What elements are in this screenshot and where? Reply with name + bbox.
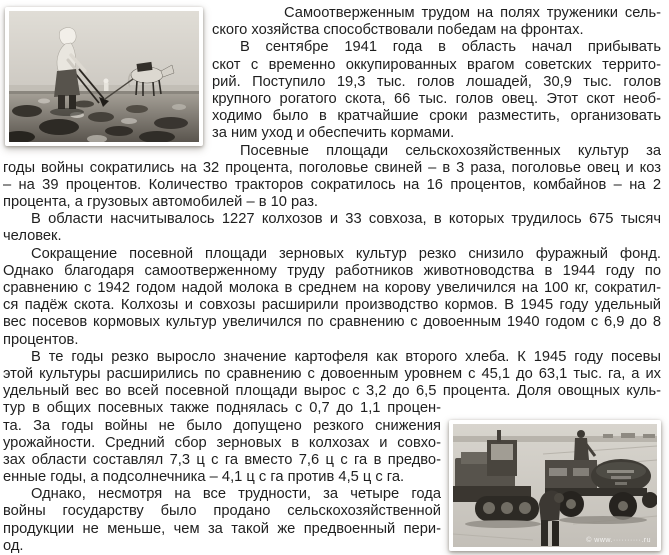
- plowing-field-photo: [5, 7, 203, 146]
- text-line: годы войны сократились на 32 процента, поголовье свиней – в 3 раза, поголовье овец и коз: [3, 159, 661, 176]
- photo-frame: [5, 7, 203, 146]
- photo-frame: [449, 420, 661, 551]
- text-line: войны государству было продано сельскохозяйственной: [3, 503, 441, 520]
- tractor-truck-photo: [449, 420, 661, 551]
- text-line: ского хозяйства способствовали победам на фронтах.: [212, 22, 584, 39]
- text-line: енные годы, а подсолнечника – 4,1 ц с га против 4,5 ц с га.: [3, 469, 405, 486]
- text-line: ся падёж скота. Колхозы и совхозы расширили производство кормов. В 1945 году удельный: [3, 297, 661, 314]
- machinery-photo-art: [453, 424, 657, 547]
- text-line: за ним уход и обеспечить кормами.: [212, 125, 455, 142]
- text-line: та. За годы войны не было допущено резкого снижения: [3, 417, 441, 434]
- text-line: человек.: [3, 228, 62, 245]
- text-line: продукции не меньше, чем за такой же предвоенный пери-: [3, 520, 441, 537]
- plowing-photo-art: [9, 11, 199, 142]
- text-line: процентов.: [3, 331, 79, 348]
- text-line: Сокращение посевной площади зерновых культур резко снизило фуражный фонд.: [31, 245, 661, 262]
- text-line: В те годы резко выросло значение картофеля как второго хлеба. К 1945 году посевы: [31, 348, 661, 365]
- text-line: удельный вес во всей посевной площади вырос с 3,2 до 6,5 процента. Доля овощных куль-: [3, 383, 661, 400]
- text-line: Самоотверженным трудом на полях труженики сель-: [284, 5, 661, 21]
- text-line: процента, а грузовых автомобилей – в 10 раз.: [3, 194, 319, 211]
- text-line: Однако, несмотря на все трудности, за четыре года: [31, 486, 441, 503]
- text-line: рий. Поступило 19,3 тыс. голов лошадей, 30,9 тыс. голов: [212, 73, 661, 90]
- text-line: вес посевов кормовых культур увеличился по сравнению с довоенным 1940 годом с 6,9 до 8: [3, 314, 661, 331]
- text-line: зах области составлял 7,3 ц с га вместо 7,6 ц с га в предво-: [3, 451, 441, 468]
- text-line: – на 39 процентов. Количество тракторов сократилось на 16 процентов, комбайнов – на 2: [3, 176, 661, 193]
- distant-figure: [104, 79, 109, 92]
- text-line: од.: [3, 537, 24, 554]
- text-line: Однако благодаря самоотверженному труду работников животноводства в 1944 году по: [3, 262, 661, 279]
- text-line: В области насчитывалось 1227 колхозов и 33 совхоза, в которых трудилось 675 тысяч: [31, 211, 661, 228]
- text-line: этой культуры расширились по сравнению с довоенным уровнем с 45,1 до 63,1 тыс. га, а их: [3, 365, 661, 382]
- text-line: тур в общих посевных также поднялась с 0,7 до 1,1 процен-: [3, 400, 441, 417]
- text-line: крупного рогатого скота, 66 тыс. голов овец. Этот скот необ-: [212, 90, 661, 107]
- text-line: скот с временно оккупированных врагом советских террито-: [212, 56, 661, 73]
- text-line: сравнению с 1942 годом надой молока в среднем на корову увеличился на 100 кг, сократил-: [3, 280, 661, 296]
- text-line: В сентябре 1941 года в область начал прибывать: [240, 39, 661, 56]
- watermark-text: © www.··········.ru: [586, 537, 651, 545]
- text-line: Посевные площади сельскохозяйственных культур за: [240, 142, 661, 159]
- text-line: урожайности. Средний сбор зерновых в колхозах и совхо-: [3, 434, 441, 451]
- text-line: ходимо было в кратчайшие сроки разместить, организовать: [212, 108, 661, 125]
